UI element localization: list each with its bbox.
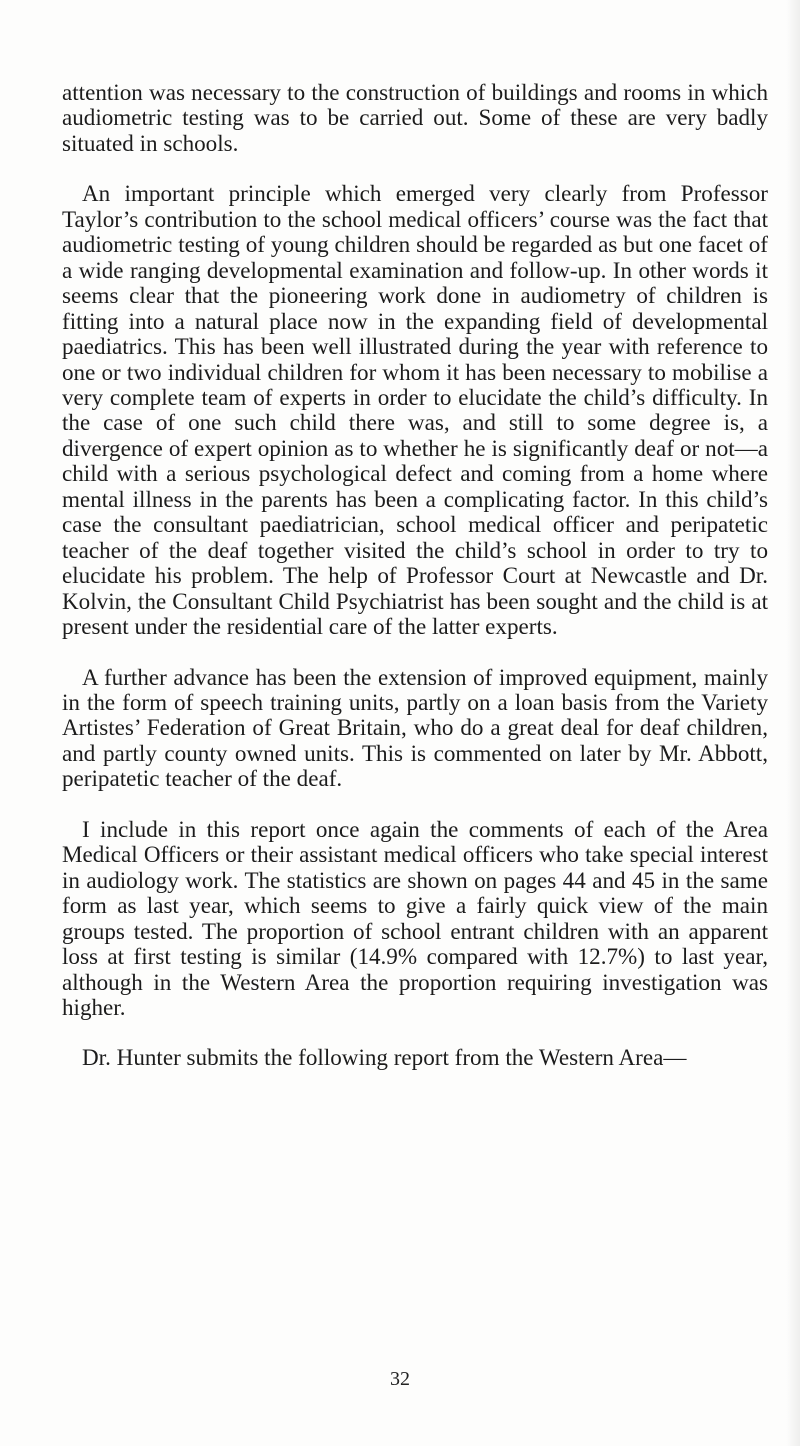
paragraph-dr-hunter: Dr. Hunter submits the following report from the Western Area— bbox=[82, 1044, 687, 1071]
paragraph-continuation: attention was necessary to the construction of buildings and rooms in which audiometric testing was to be carried out. Some of these are very badly situated in schools. bbox=[62, 79, 768, 156]
body-text bbox=[62, 80, 768, 1071]
page-number: 32 bbox=[390, 1368, 410, 1390]
scan-shadow bbox=[786, 0, 800, 1446]
paragraph-area-officers: I include in this report once again the comments of each of the Area Medical Officers or their assistant medical officers who take special interest in audiology work. The statistics are shown on pages 44 and 45 in the same form as last year, which seems to give a fairly quick view of the main groups tested. The proportion of school entrant children with an apparent loss at first testing is similar (14.9% compared with 12.7%) to last year, although in the Western Area the proportion requiring investigation was higher. bbox=[62, 815, 768, 1020]
paragraph-professor-taylor: An important principle which emerged very clearly from Professor Taylor’s contribution to the school medical officers’ course was the fact that audiometric testing of young children should be regarded as but one facet of a wide ranging developmental examination and follow-up. In other words it seems clear that the pioneering work done in audiometry of children is fitting into a natural place now in the expanding field of developmental paediatrics. This has been well illustrated during the year with reference to one or two individual children for whom it has been necessary to mobilise a very complete team of experts in order to elucidate the child’s difficulty. In the case of one such child there was, and still to some degree is, a divergence of expert opinion as to whether he is significantly deaf or not—a child with a serious psychological defect and coming from a home where mental illness in the parents has been a complicating factor. In this child’s case the consultant paediatrician, school medical officer and peripatetic teacher of the deaf together visited the child’s school in order to try to elucidate his problem. The help of Professor Court at Newcastle and Dr. Kolvin, the Consultant Child Psychiatrist has been sought and the child is at present under the residential care of the latter experts. bbox=[62, 180, 768, 640]
paragraph-equipment: A further advance has been the extension of improved equipment, mainly in the form of speech training units, partly on a loan basis from the Variety Artistes’ Federation of Great Britain, who do a great deal for deaf children, and partly county owned units. This is commented on later by Mr. Abbott, peripatetic teacher of the deaf. bbox=[62, 663, 768, 792]
